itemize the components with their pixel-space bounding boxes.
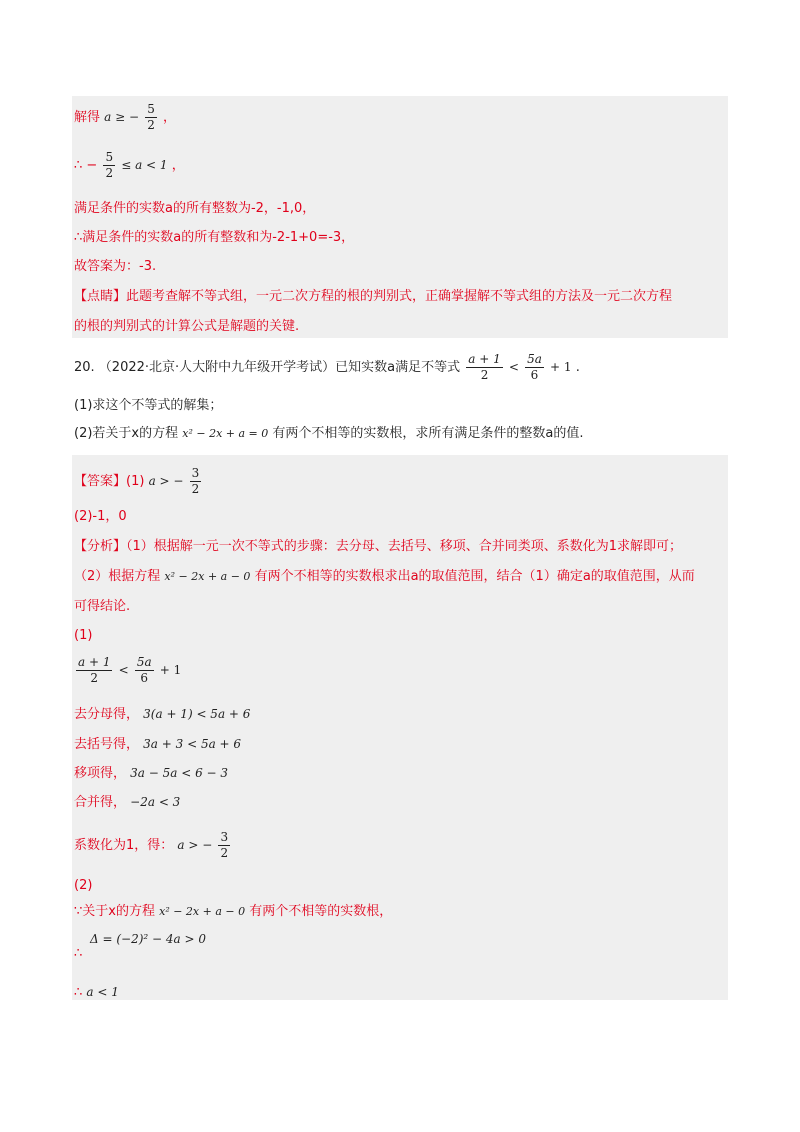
text: (2)若关于x的方程 bbox=[74, 426, 179, 441]
question-20-part-2 bbox=[74, 425, 584, 443]
analysis-line-2 bbox=[74, 568, 695, 586]
denominator: 6 bbox=[140, 671, 149, 685]
denominator: 2 bbox=[90, 671, 99, 685]
sum-line: ∴满足条件的实数a的所有整数和为-2-1+0=-3， bbox=[74, 230, 355, 245]
text: 合并得， bbox=[74, 795, 127, 810]
text: 去分母得， bbox=[74, 707, 140, 722]
therefore-symbol: ∴ bbox=[74, 946, 83, 961]
text: 系数化为1，得： bbox=[74, 838, 174, 853]
comment-line-2: 的根的判别式的计算公式是解题的关键. bbox=[74, 319, 300, 334]
math: ≤ a < 1 bbox=[121, 158, 168, 172]
range-line bbox=[74, 150, 185, 181]
math: 3a + 3 < 5a + 6 bbox=[143, 737, 242, 751]
text: 有两个不相等的实数根，求所有满足条件的整数a的值. bbox=[272, 426, 584, 441]
denominator: 6 bbox=[530, 368, 539, 382]
math: + 1 bbox=[159, 663, 182, 677]
math: a > − bbox=[148, 474, 184, 488]
question-20-stem bbox=[74, 352, 580, 383]
text: ∴ − bbox=[74, 158, 98, 173]
math: 3a − 5a < 6 − 3 bbox=[130, 766, 229, 780]
step-remove-brackets bbox=[74, 735, 241, 754]
step-remove-denominator bbox=[74, 705, 250, 724]
answer-line: 故答案为：-3. bbox=[74, 259, 157, 274]
fraction bbox=[218, 830, 230, 861]
text: 有两个不相等的实数根， bbox=[249, 904, 393, 919]
text: （2）根据方程 bbox=[74, 569, 161, 584]
numerator: 5a bbox=[527, 352, 542, 366]
solution-2-discriminant bbox=[90, 930, 206, 949]
fraction bbox=[190, 466, 202, 497]
math: a ≥ − bbox=[104, 110, 140, 124]
fraction bbox=[525, 352, 544, 383]
numerator: 5 bbox=[147, 102, 155, 116]
denominator: 2 bbox=[220, 846, 229, 860]
question-20-part-1: (1)求这个不等式的解集； bbox=[74, 398, 223, 413]
text: ， bbox=[162, 110, 176, 125]
math: −2a < 3 bbox=[130, 795, 181, 809]
numerator: 3 bbox=[191, 466, 200, 480]
text: 20. （2022·北京·人大附中九年级开学考试）已知实数a满足不等式 bbox=[74, 360, 461, 375]
fraction bbox=[103, 150, 115, 181]
numerator: a + 1 bbox=[468, 352, 501, 366]
text: ， bbox=[171, 158, 185, 173]
solution-2-label: (2) bbox=[74, 878, 93, 893]
math: 3(a + 1) < 5a + 6 bbox=[143, 707, 251, 721]
math: < bbox=[118, 663, 129, 677]
denominator: 2 bbox=[147, 118, 155, 132]
text: 移项得， bbox=[74, 766, 127, 781]
step-coefficient bbox=[74, 830, 232, 861]
numerator: 5 bbox=[105, 150, 114, 164]
fraction bbox=[135, 655, 154, 686]
math: x² − 2x + a − 0 bbox=[159, 905, 246, 918]
text: 去括号得， bbox=[74, 737, 140, 752]
answer-part-2: (2)-1，0 bbox=[74, 509, 127, 524]
math: a < 1 bbox=[86, 985, 119, 999]
comment-line-1: 【点睛】此题考查解不等式组，一元二次方程的根的判别式，正确掌握解不等式组的方法及一元二次方程 bbox=[74, 289, 673, 304]
text: 【答案】(1) bbox=[74, 474, 145, 489]
math: Δ = (−2)² − 4a > 0 bbox=[90, 932, 207, 946]
step-combine bbox=[74, 793, 180, 812]
fraction bbox=[145, 102, 157, 133]
numerator: a + 1 bbox=[78, 655, 111, 669]
fraction bbox=[76, 655, 112, 686]
solution-2-result bbox=[74, 983, 119, 1002]
denominator: 2 bbox=[191, 482, 200, 496]
text: 有两个不相等的实数根求出a的取值范围，结合（1）确定a的取值范围，从而 bbox=[254, 569, 695, 584]
step-transpose bbox=[74, 764, 228, 783]
solution-1-label: (1) bbox=[74, 628, 93, 643]
denominator: 2 bbox=[105, 166, 114, 180]
text: . bbox=[575, 360, 580, 375]
math: x² − 2x + a = 0 bbox=[182, 427, 269, 440]
math: x² − 2x + a − 0 bbox=[164, 570, 251, 583]
solution-1-inequality bbox=[74, 655, 181, 686]
text: 解得 bbox=[74, 110, 101, 125]
analysis-line-1: 【分析】（1）根据解一元一次不等式的步骤：去分母、去括号、移项、合并同类项、系数化为1求解即可； bbox=[74, 539, 683, 554]
text: ∵关于x的方程 bbox=[74, 904, 155, 919]
solve-line bbox=[74, 102, 176, 133]
analysis-line-3: 可得结论. bbox=[74, 599, 131, 614]
math: < bbox=[508, 360, 519, 374]
numerator: 3 bbox=[220, 830, 229, 844]
integers-line: 满足条件的实数a的所有整数为-2，-1,0， bbox=[74, 201, 316, 216]
denominator: 2 bbox=[480, 368, 489, 382]
text: ∴ bbox=[74, 985, 83, 1000]
answer-part-1 bbox=[74, 466, 203, 497]
fraction bbox=[466, 352, 502, 383]
solution-2-condition bbox=[74, 903, 392, 921]
math: + 1 bbox=[550, 360, 572, 374]
math: a > − bbox=[177, 838, 213, 852]
numerator: 5a bbox=[136, 655, 152, 669]
